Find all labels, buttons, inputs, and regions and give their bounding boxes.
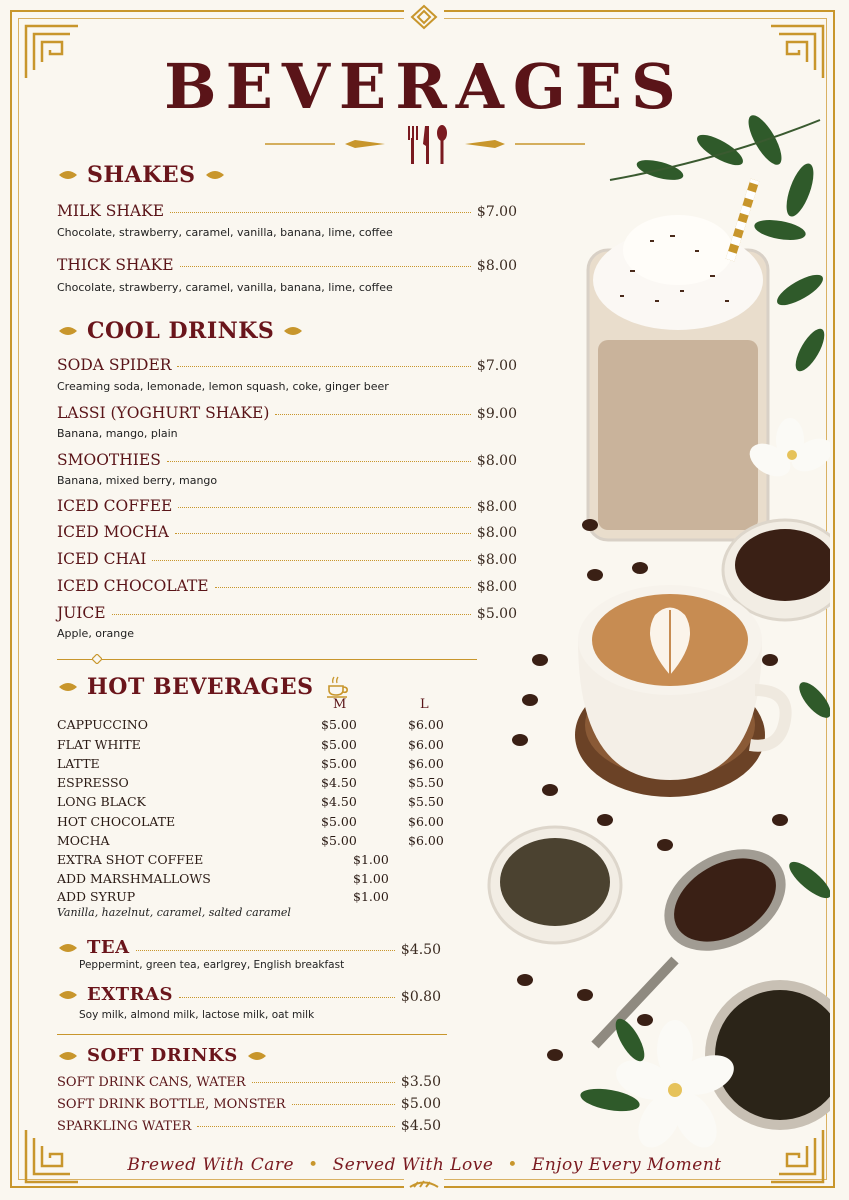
leader-dots bbox=[275, 414, 471, 415]
item-description: Apple, orange bbox=[57, 627, 135, 640]
price-large: $6.00 bbox=[408, 737, 444, 752]
item-price: $4.50 bbox=[400, 1118, 441, 1134]
item-price: $8.00 bbox=[476, 499, 517, 515]
leader-dots bbox=[177, 366, 470, 367]
drink-name: CAPPUCCINO bbox=[57, 717, 148, 732]
item-price: $8.00 bbox=[476, 579, 517, 595]
item-name: SMOOTHIES bbox=[57, 451, 161, 469]
leaf-ornament-icon bbox=[204, 169, 226, 181]
price-medium: $5.00 bbox=[321, 833, 357, 848]
leader-dots bbox=[112, 614, 471, 615]
item-price: $8.00 bbox=[476, 552, 517, 568]
price-large: $6.00 bbox=[408, 833, 444, 848]
drink-name: LATTE bbox=[57, 756, 100, 771]
section-title-text: COOL DRINKS bbox=[87, 318, 275, 344]
drink-name: LONG BLACK bbox=[57, 794, 146, 809]
item-price: $7.00 bbox=[476, 204, 517, 220]
leader-dots bbox=[252, 1082, 395, 1083]
item-name: ICED CHOCOLATE bbox=[57, 577, 209, 595]
item-price: $7.00 bbox=[476, 358, 517, 374]
price-medium: $4.50 bbox=[321, 794, 357, 809]
leader-dots bbox=[178, 507, 471, 508]
leader-dots bbox=[215, 587, 471, 588]
item-name: SODA SPIDER bbox=[57, 356, 172, 374]
item-price: $8.00 bbox=[476, 258, 517, 274]
table-row bbox=[57, 889, 457, 907]
item-description: Creaming soda, lemonade, lemon squash, coke, ginger beer bbox=[57, 380, 389, 393]
table-row bbox=[57, 737, 457, 755]
drink-name: FLAT WHITE bbox=[57, 737, 141, 752]
section-title-text: TEA bbox=[87, 937, 130, 958]
item-name: LASSI (YOGHURT SHAKE) bbox=[57, 404, 270, 422]
item-description: Banana, mango, plain bbox=[57, 427, 178, 440]
section-title-soft-drinks bbox=[57, 1045, 268, 1066]
leader-dots bbox=[179, 997, 395, 998]
leader-dots bbox=[167, 461, 471, 462]
leaf-ornament-icon bbox=[57, 325, 79, 337]
addon-name: EXTRA SHOT COFFEE bbox=[57, 852, 204, 867]
item-name: ICED MOCHA bbox=[57, 523, 169, 541]
tagline-part: Brewed With Care bbox=[127, 1155, 295, 1175]
price-large: $6.00 bbox=[408, 717, 444, 732]
item-name: SOFT DRINK BOTTLE, MONSTER bbox=[57, 1097, 286, 1112]
table-row bbox=[57, 833, 457, 851]
price-large: $5.50 bbox=[408, 775, 444, 790]
item-description: Chocolate, strawberry, caramel, vanilla, banana, lime, coffee bbox=[57, 226, 393, 239]
menu-item bbox=[57, 497, 517, 515]
section-title-cool-drinks bbox=[57, 318, 304, 344]
menu-item-tea bbox=[57, 937, 441, 958]
item-name: JUICE bbox=[57, 604, 106, 622]
item-price: $4.50 bbox=[400, 941, 441, 958]
bullet-icon: • bbox=[308, 1155, 319, 1175]
menu-item-extras bbox=[57, 984, 441, 1005]
section-title-hot-beverages bbox=[57, 674, 351, 700]
top-knot-ornament bbox=[404, 2, 444, 32]
leaf-ornament-icon bbox=[57, 942, 79, 954]
section-title-extras bbox=[57, 984, 173, 1005]
item-price: $0.80 bbox=[400, 988, 441, 1005]
item-name: THICK SHAKE bbox=[57, 256, 174, 274]
menu-item bbox=[57, 404, 517, 422]
table-row bbox=[57, 717, 457, 735]
table-row bbox=[57, 852, 457, 870]
leaf-ornament-icon bbox=[57, 681, 79, 693]
menu-item bbox=[57, 451, 517, 469]
addon-price: $1.00 bbox=[353, 871, 389, 886]
leaf-ornament-icon bbox=[57, 989, 79, 1001]
price-medium: $5.00 bbox=[321, 717, 357, 732]
table-row bbox=[57, 814, 457, 832]
leaf-ornament-icon bbox=[282, 325, 304, 337]
table-row bbox=[57, 775, 457, 793]
menu-item bbox=[57, 202, 517, 220]
item-description: Peppermint, green tea, earlgrey, English breakfast bbox=[79, 959, 345, 971]
section-divider bbox=[57, 659, 477, 660]
price-large: $5.50 bbox=[408, 794, 444, 809]
bullet-icon: • bbox=[507, 1155, 518, 1175]
price-medium: $4.50 bbox=[321, 775, 357, 790]
item-name: ICED CHAI bbox=[57, 550, 147, 568]
leader-dots bbox=[180, 266, 471, 267]
menu-item bbox=[57, 1074, 441, 1090]
leader-dots bbox=[197, 1126, 395, 1127]
menu-item bbox=[57, 1118, 441, 1134]
item-price: $3.50 bbox=[400, 1074, 441, 1090]
item-name: MILK SHAKE bbox=[57, 202, 165, 220]
drink-name: MOCHA bbox=[57, 833, 110, 848]
section-title-text: HOT BEVERAGES bbox=[87, 674, 314, 700]
price-large: $6.00 bbox=[408, 756, 444, 771]
item-name: SOFT DRINK CANS, WATER bbox=[57, 1075, 246, 1090]
item-description: Banana, mixed berry, mango bbox=[57, 474, 218, 487]
section-title-shakes bbox=[57, 162, 226, 188]
item-description: Soy milk, almond milk, lactose milk, oat milk bbox=[79, 1009, 315, 1021]
leader-dots bbox=[170, 212, 471, 213]
section-title-text: SOFT DRINKS bbox=[87, 1045, 238, 1066]
item-price: $5.00 bbox=[400, 1096, 441, 1112]
item-name: ICED COFFEE bbox=[57, 497, 173, 515]
item-price: $5.00 bbox=[476, 606, 517, 622]
column-header-medium: M bbox=[333, 697, 347, 712]
item-name: SPARKLING WATER bbox=[57, 1119, 192, 1134]
menu-item bbox=[57, 356, 517, 374]
tagline-part: Served With Love bbox=[332, 1155, 494, 1175]
item-description: Chocolate, strawberry, caramel, vanilla, banana, lime, coffee bbox=[57, 281, 393, 294]
item-price: $8.00 bbox=[476, 453, 517, 469]
leaf-ornament-icon bbox=[57, 169, 79, 181]
item-price: $8.00 bbox=[476, 525, 517, 541]
page-title: BEVERAGES bbox=[164, 50, 685, 123]
item-price: $9.00 bbox=[476, 406, 517, 422]
section-title-text: SHAKES bbox=[87, 162, 196, 188]
price-medium: $5.00 bbox=[321, 814, 357, 829]
leader-dots bbox=[292, 1104, 395, 1105]
drink-name: HOT CHOCOLATE bbox=[57, 814, 176, 829]
addon-price: $1.00 bbox=[353, 889, 389, 904]
table-row bbox=[57, 871, 457, 889]
menu-item bbox=[57, 550, 517, 568]
leader-dots bbox=[136, 950, 395, 951]
bottom-wheat-ornament bbox=[404, 1176, 444, 1198]
price-medium: $5.00 bbox=[321, 737, 357, 752]
table-row bbox=[57, 794, 457, 812]
leader-dots bbox=[152, 560, 471, 561]
leaf-ornament-icon bbox=[57, 1050, 79, 1062]
section-title-tea bbox=[57, 937, 130, 958]
menu-item bbox=[57, 1096, 441, 1112]
addon-name: ADD MARSHMALLOWS bbox=[57, 871, 211, 886]
price-medium: $5.00 bbox=[321, 756, 357, 771]
menu-item bbox=[57, 523, 517, 541]
beverage-photo-illustration bbox=[480, 100, 830, 1190]
section-title-text: EXTRAS bbox=[87, 984, 174, 1005]
drink-name: ESPRESSO bbox=[57, 775, 129, 790]
section-divider bbox=[57, 1034, 447, 1035]
menu-item bbox=[57, 604, 517, 622]
addon-price: $1.00 bbox=[353, 852, 389, 867]
divider-diamond-icon bbox=[92, 654, 102, 664]
tagline-part: Enjoy Every Moment bbox=[531, 1155, 722, 1175]
price-large: $6.00 bbox=[408, 814, 444, 829]
menu-item bbox=[57, 577, 517, 595]
syrup-note: Vanilla, hazelnut, caramel, salted caramel bbox=[57, 906, 291, 919]
menu-item bbox=[57, 256, 517, 274]
column-header-large: L bbox=[420, 697, 429, 712]
addon-name: ADD SYRUP bbox=[57, 889, 136, 904]
leader-dots bbox=[175, 533, 471, 534]
leaf-ornament-icon bbox=[246, 1050, 268, 1062]
table-row bbox=[57, 756, 457, 774]
